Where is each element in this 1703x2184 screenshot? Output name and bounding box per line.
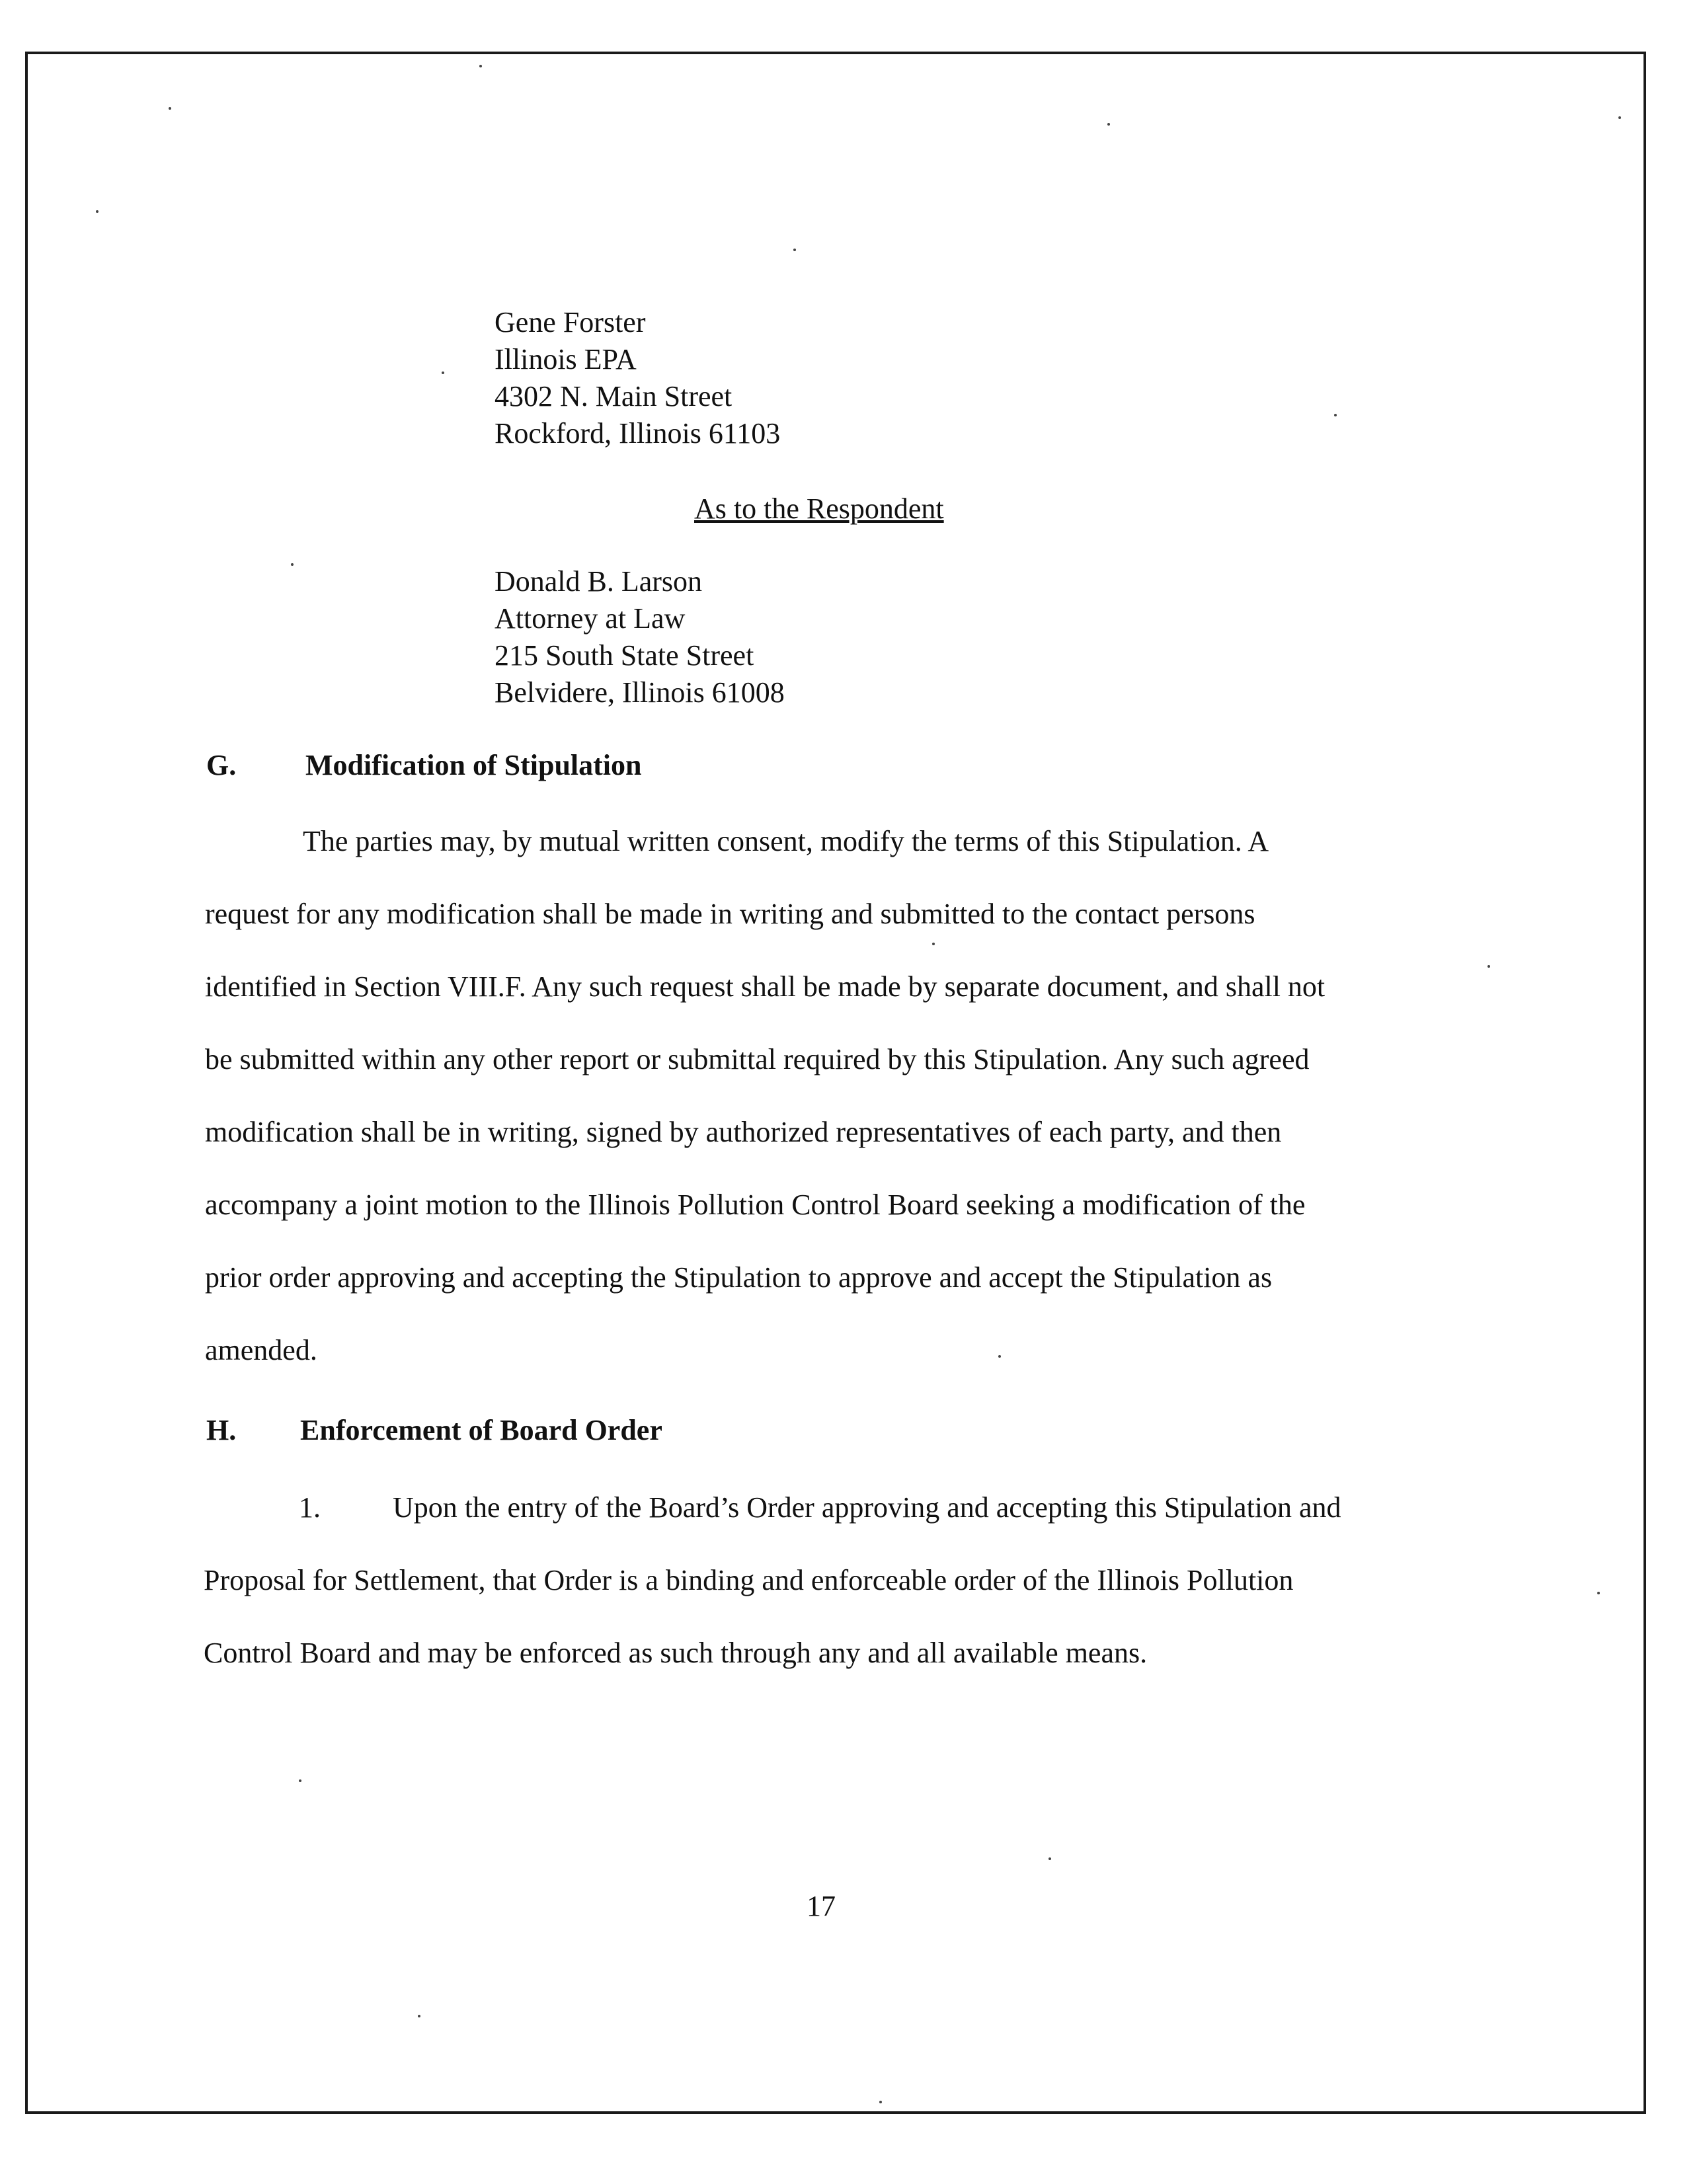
paragraph-line: The parties may, by mutual written consent, modify the terms of this Stipulation. A: [303, 825, 1269, 857]
complainant-city: Rockford, Illinois 61103: [495, 417, 781, 449]
scan-speck: [169, 107, 171, 110]
scan-speck: [932, 943, 935, 945]
section-h-letter: H.: [206, 1414, 237, 1446]
paragraph-line: be submitted within any other report or submittal required by this Stipulation. Any such agreed: [205, 1043, 1310, 1075]
page-number: 17: [807, 1890, 836, 1922]
section-g-heading: [206, 747, 642, 784]
section-g-paragraph: [205, 805, 1325, 1387]
respondent-city: Belvidere, Illinois 61008: [495, 676, 785, 709]
scan-speck: [998, 1355, 1001, 1358]
scan-speck: [793, 249, 796, 251]
scan-speck: [96, 210, 99, 213]
complainant-org: Illinois EPA: [495, 343, 637, 375]
scan-speck: [442, 371, 444, 374]
paragraph-line: modification shall be in writing, signed by authorized representatives of each party, and then: [205, 1116, 1282, 1148]
respondent-name: Donald B. Larson: [495, 565, 703, 598]
respondent-heading: As to the Respondent: [694, 492, 944, 525]
paragraph-line: [204, 1471, 1341, 1544]
paragraph-line: request for any modification shall be made in writing and submitted to the contact persons: [205, 898, 1255, 930]
paragraph-line: Control Board and may be enforced as such through any and all available means.: [204, 1637, 1148, 1669]
scan-speck: [1597, 1592, 1600, 1594]
complainant-name: Gene Forster: [495, 306, 646, 338]
item-number: 1.: [299, 1491, 321, 1524]
section-h-paragraph: [204, 1471, 1341, 1690]
scan-speck: [418, 2015, 420, 2017]
scan-speck: [1334, 414, 1337, 416]
section-h-title: Enforcement of Board Order: [300, 1414, 662, 1446]
scan-speck: [1618, 116, 1621, 119]
section-h-heading: [206, 1412, 662, 1449]
paragraph-line: amended.: [205, 1334, 317, 1366]
scan-speck: [1107, 123, 1110, 126]
complainant-street: 4302 N. Main Street: [495, 380, 733, 412]
respondent-address: [495, 563, 785, 711]
paragraph-line: Proposal for Settlement, that Order is a binding and enforceable order of the Illinois Pollution: [204, 1564, 1294, 1596]
respondent-street: 215 South State Street: [495, 639, 754, 672]
scan-speck: [299, 1779, 301, 1782]
paragraph-line: identified in Section VIII.F. Any such request shall be made by separate document, and shall not: [205, 970, 1326, 1003]
item-first-line: Upon the entry of the Board’s Order approving and accepting this Stipulation and: [393, 1491, 1341, 1524]
section-g-title: Modification of Stipulation: [305, 749, 642, 781]
scan-speck: [1487, 965, 1490, 968]
scan-speck: [291, 563, 294, 566]
scan-speck: [479, 65, 482, 67]
section-g-letter: G.: [206, 749, 237, 781]
paragraph-line: prior order approving and accepting the Stipulation to approve and accept the Stipulation as: [205, 1261, 1273, 1294]
paragraph-line: accompany a joint motion to the Illinois Pollution Control Board seeking a modification of the: [205, 1189, 1306, 1221]
complainant-address: [495, 304, 780, 452]
scan-speck: [1049, 1857, 1051, 1860]
scan-speck: [879, 2101, 882, 2103]
respondent-title: Attorney at Law: [495, 602, 686, 635]
